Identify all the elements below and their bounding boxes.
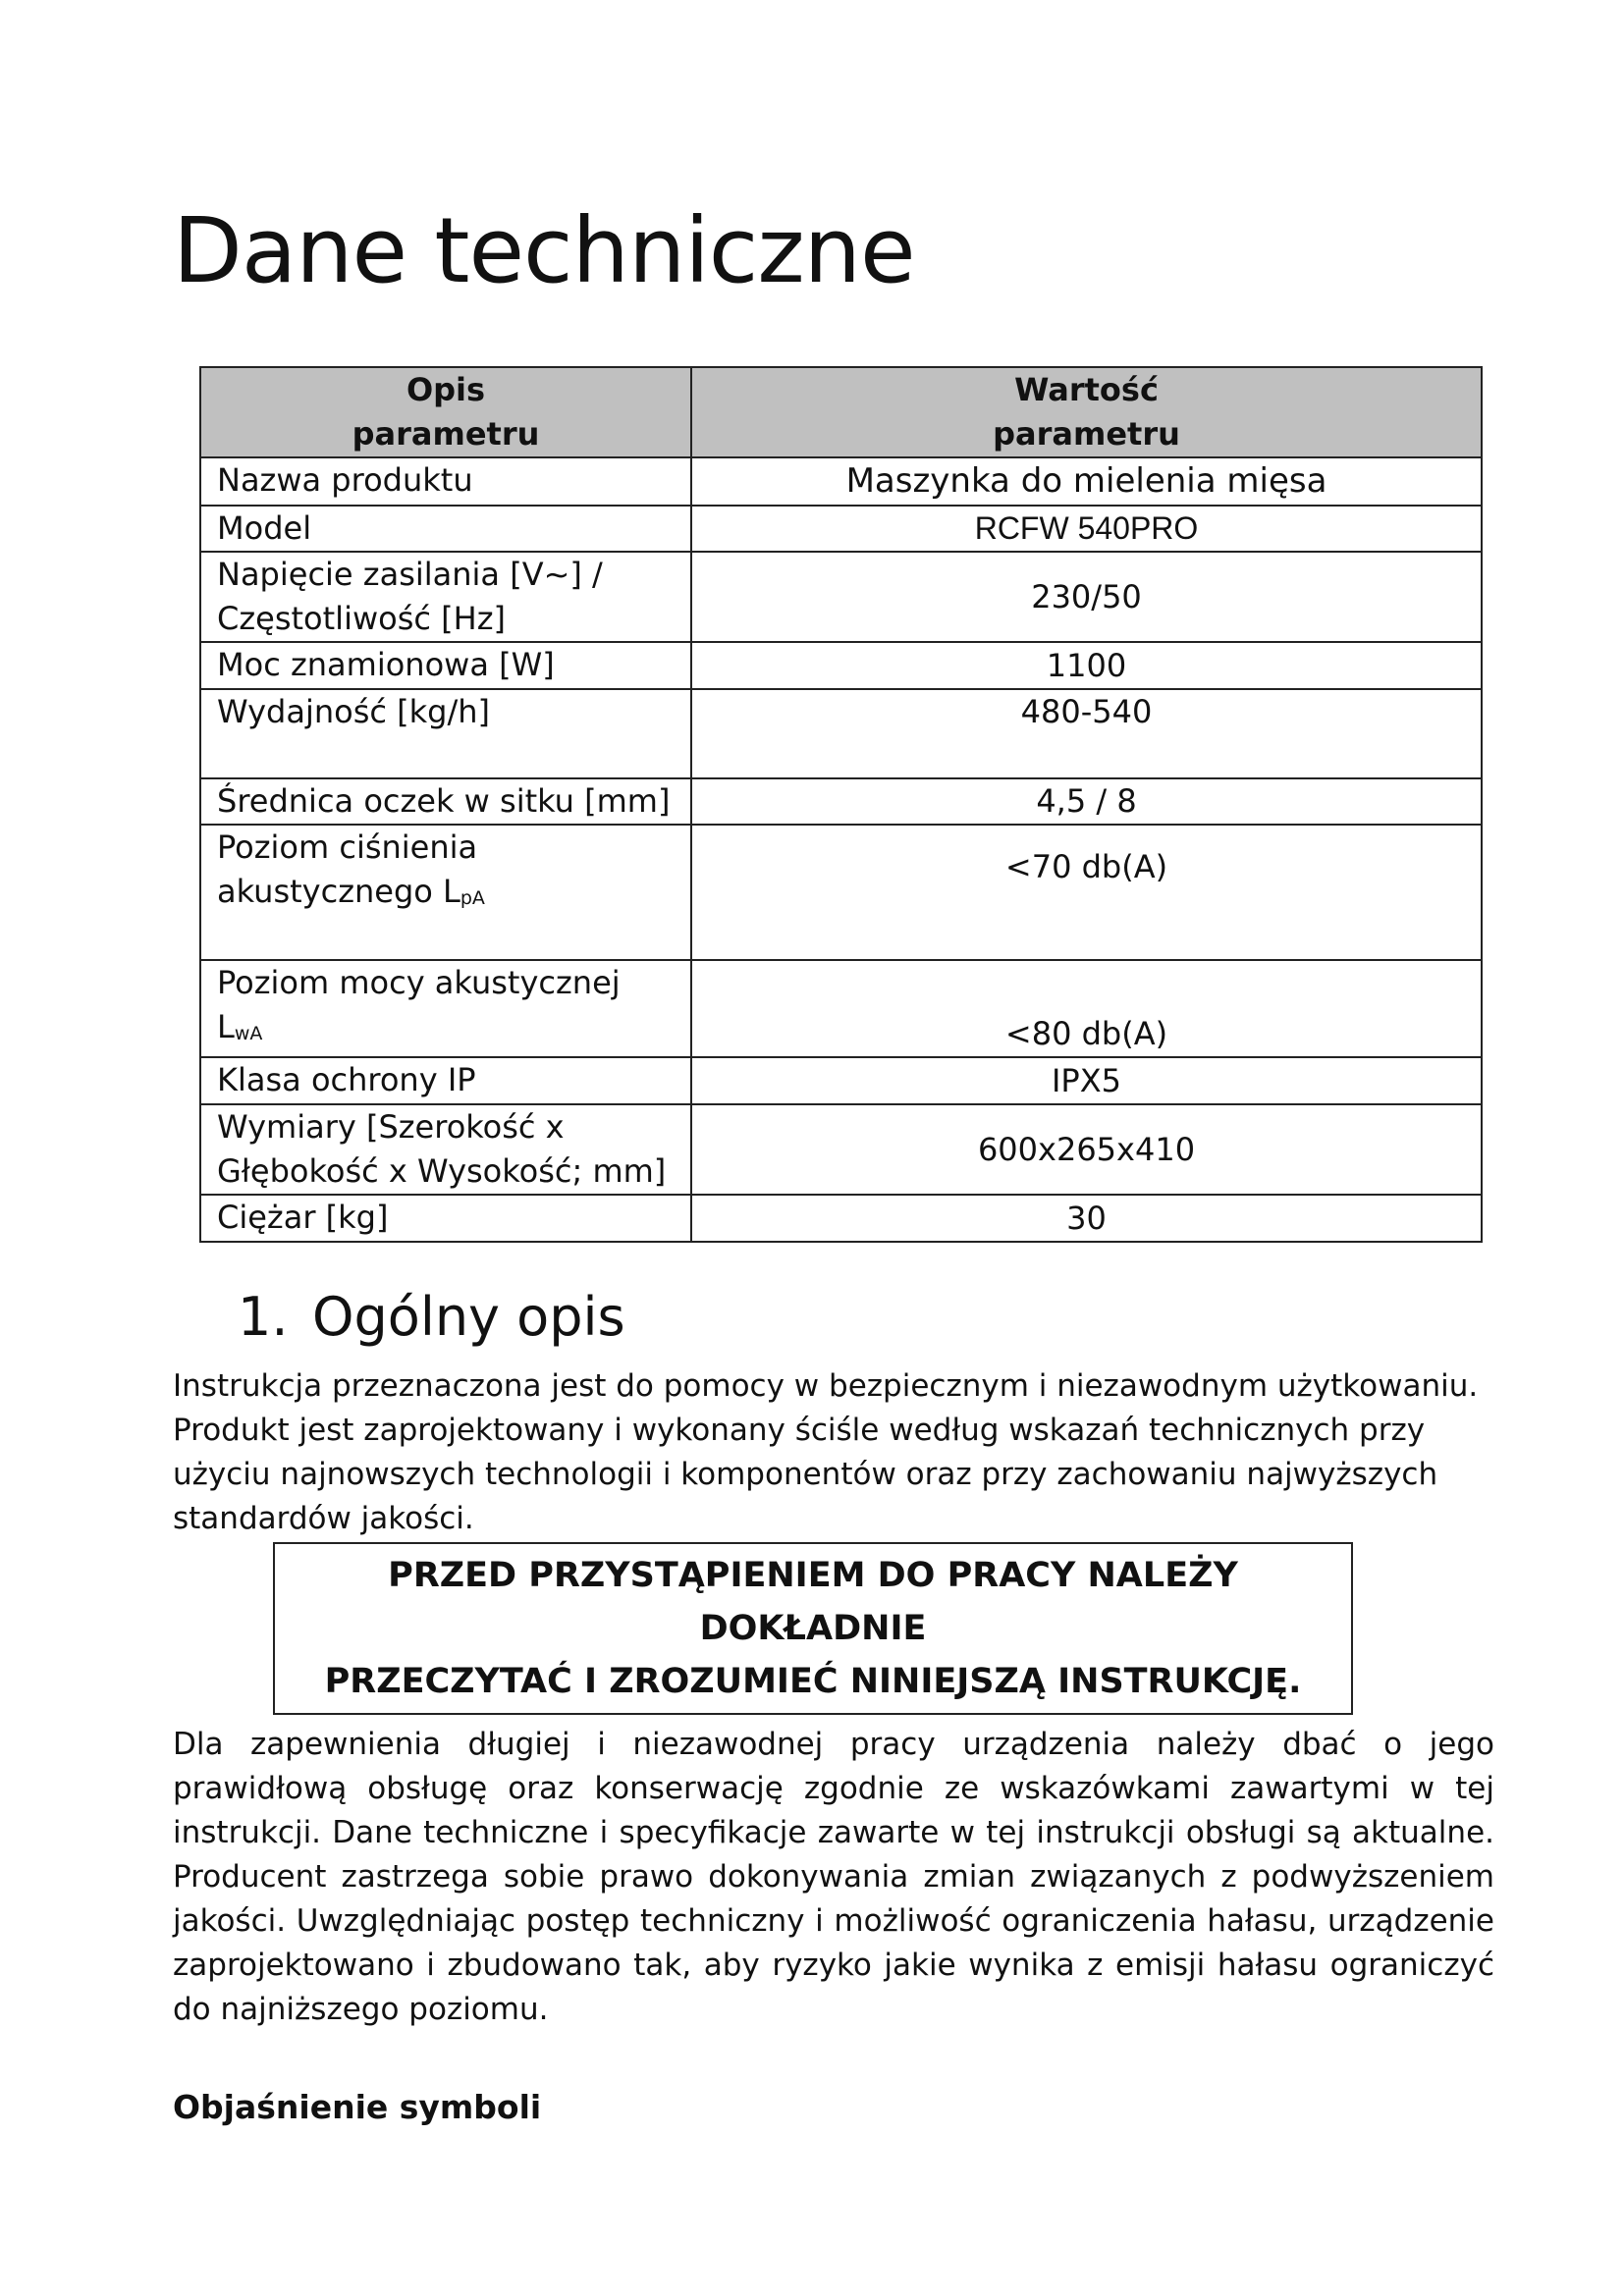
row-label: [200, 552, 691, 642]
section-title: Ogólny opis: [312, 1286, 625, 1348]
header-parameter-description: [200, 367, 691, 457]
table-row: [200, 1104, 1482, 1195]
row-label: [200, 960, 691, 1057]
header-parameter-value: [691, 367, 1482, 457]
row-label: [200, 1104, 691, 1195]
row-label: Ciężar [kg]: [200, 1195, 691, 1242]
row-label-line2: Głębokość x Wysokość; mm]: [217, 1152, 667, 1190]
row-label-line2: akustycznego L: [217, 873, 460, 910]
row-label-line1: Napięcie zasilania [V~] /: [217, 556, 603, 593]
table-row: [200, 552, 1482, 642]
row-label: Średnica oczek w sitku [mm]: [200, 778, 691, 825]
warning-text: [275, 1549, 1351, 1708]
maintenance-paragraph: Dla zapewnienia długiej i niezawodnej pracy urządzenia należy dbać o jego prawidłową obsługę oraz konserwację zgodnie ze wskazówkami zawartymi w tej instrukcji. Dane techniczne i specyfikacje zawarte w tej instrukcji obsługi są aktualne. Producent zastrzega sobie prawo dokonywania zmian związanych z podwyższeniem jakości. Uwzględniając postęp techniczny i możliwość ograniczenia hałasu, urządzenie zaprojektowano i zbudowano tak, aby ryzyko jakie wynika z emisji hałasu ograniczyć do najniższego poziomu.: [173, 1727, 1494, 2027]
section-heading-general-description: [238, 1286, 625, 1350]
row-value: 600x265x410: [691, 1104, 1482, 1195]
row-label-line1: Wymiary [Szerokość x: [217, 1108, 565, 1146]
row-label-subscript: pA: [460, 887, 485, 909]
header-col2-line1: Wartość: [1014, 371, 1159, 408]
table-row: [200, 960, 1482, 1057]
table-row: [200, 457, 1482, 506]
row-value: IPX5: [691, 1057, 1482, 1104]
row-value: 1100: [691, 642, 1482, 689]
table-row: [200, 642, 1482, 689]
intro-paragraph: Instrukcja przeznaczona jest do pomocy w bezpiecznym i niezawodnym użytkowaniu. Produkt jest zaprojektowany i wykonany ściśle według wskazań technicznych przy użyciu najnowszych technologii i komponentów oraz przy zachowaniu najwyższych standardów jakości.: [173, 1368, 1479, 1536]
warning-line1: PRZED PRZYSTĄPIENIEM DO PRACY NALEŻY DOKŁADNIE: [388, 1556, 1238, 1648]
technical-data-table: [199, 366, 1483, 1243]
header-col2-line2: parametru: [993, 415, 1180, 453]
row-value: 480-540: [691, 689, 1482, 778]
row-label-line2: Częstotliwość [Hz]: [217, 600, 506, 637]
table-row: [200, 506, 1482, 552]
section-number: 1.: [238, 1286, 289, 1348]
row-value: Maszynka do mielenia mięsa: [691, 457, 1482, 506]
row-label: Moc znamionowa [W]: [200, 642, 691, 689]
table-row: [200, 825, 1482, 960]
table-header-row: [200, 367, 1482, 457]
header-col1-line2: parametru: [352, 415, 540, 453]
table-row: [200, 1195, 1482, 1242]
row-value: <80 db(A): [691, 960, 1482, 1057]
row-label: Klasa ochrony IP: [200, 1057, 691, 1104]
symbols-heading: Objaśnienie symboli: [173, 2088, 542, 2126]
row-label: Nazwa produktu: [200, 457, 691, 506]
row-value: 4,5 / 8: [691, 778, 1482, 825]
warning-box: [273, 1542, 1353, 1715]
warning-line2: PRZECZYTAĆ I ZROZUMIEĆ NINIEJSZĄ INSTRUKCJĘ.: [324, 1662, 1302, 1701]
page-title: Dane techniczne: [173, 198, 915, 303]
row-label-line1: Poziom ciśnienia: [217, 828, 478, 866]
row-value: <70 db(A): [691, 825, 1482, 960]
row-label: Wydajność [kg/h]: [200, 689, 691, 778]
table-row: [200, 1057, 1482, 1104]
row-value: 230/50: [691, 552, 1482, 642]
table-row: [200, 689, 1482, 778]
row-value: RCFW 540PRO: [691, 506, 1482, 552]
row-label-subscript: wA: [234, 1023, 263, 1044]
row-label-text: Poziom mocy akustycznej L: [217, 964, 621, 1045]
table-row: [200, 778, 1482, 825]
row-value: 30: [691, 1195, 1482, 1242]
row-label: [200, 825, 691, 960]
header-col1-line1: Opis: [406, 371, 486, 408]
row-label: Model: [200, 506, 691, 552]
